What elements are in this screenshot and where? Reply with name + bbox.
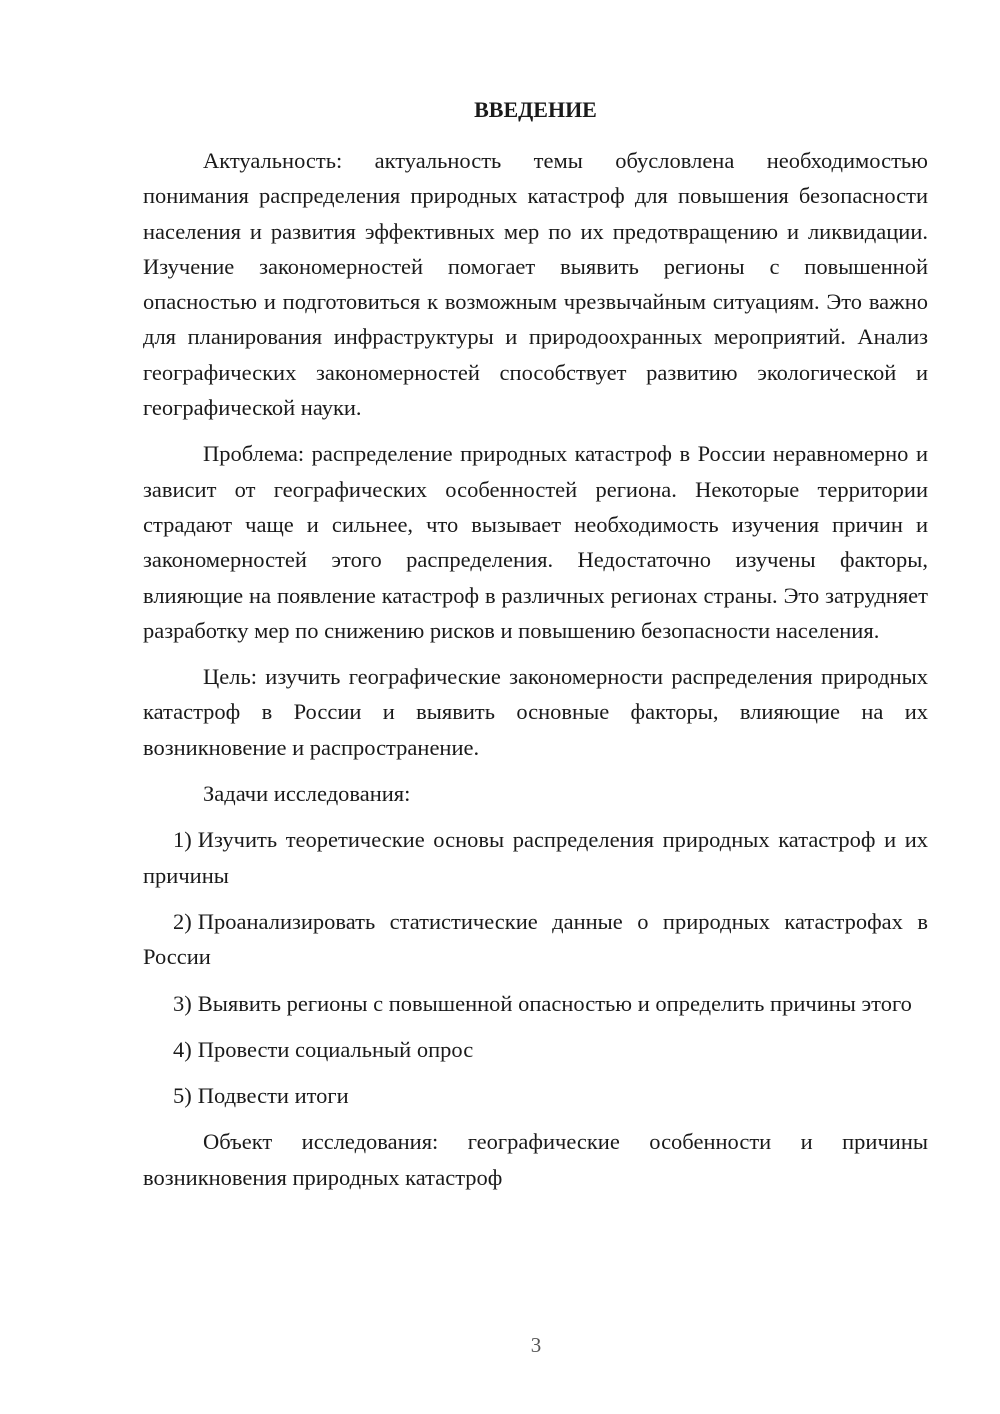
- task-item-5: [143, 1078, 928, 1113]
- tasks-heading: Задачи исследования:: [203, 781, 411, 807]
- relevance-paragraph: Актуальность: актуальность темы обусловлена необходимостью понимания распределения природных катастроф для повышения безопасности населения и развития эффективных мер по их предотвращению и ликвидации. Изучение закономерностей помогает выявить регионы с повышенной опасностью и подготовиться к возможным чрезвычайным ситуациям. Это важно для планирования инфраструктуры и природоохранных мероприятий. Анализ географических закономерностей способствует развитию экологической и географической науки.: [143, 148, 928, 421]
- document-page: [143, 95, 928, 1206]
- page-number-text: 3: [530, 1333, 542, 1357]
- task-text: Выявить регионы с повышенной опасностью и определить причины этого: [197, 990, 912, 1016]
- task-text: Проанализировать статистические данные о природных катастрофах в России: [143, 908, 928, 970]
- goal-paragraph: Цель: изучить географические закономерности распределения природных катастроф в России и выявить основные факторы, влияющие на их возникновение и распространение.: [143, 664, 928, 760]
- task-item-3: [143, 986, 928, 1021]
- task-number: 3): [173, 990, 192, 1016]
- problem-paragraph: Проблема: распределение природных катастроф в России неравномерно и зависит от географических особенностей региона. Некоторые территории страдают чаще и сильнее, что вызывает необходимость изучения причин и закономерностей этого распределения. Недостаточно изучены факторы, влияющие на появление катастроф в различных регионах страны. Это затрудняет разработку мер по снижению рисков и повышению безопасности населения.: [143, 441, 928, 643]
- task-number: 2): [173, 908, 192, 934]
- task-item-4: [143, 1032, 928, 1067]
- task-number: 5): [173, 1083, 192, 1109]
- section-title: ВВЕДЕНИЕ: [474, 97, 597, 122]
- task-item-1: [143, 822, 928, 893]
- task-text: Изучить теоретические основы распределения природных катастроф и их причины: [143, 827, 928, 888]
- task-number: 4): [173, 1036, 192, 1062]
- object-paragraph: Объект исследования: географические особенности и причины возникновения природных катастроф: [143, 1129, 928, 1190]
- task-number: 1): [173, 827, 192, 853]
- task-text: Провести социальный опрос: [197, 1036, 474, 1062]
- task-text: Подвести итоги: [197, 1083, 349, 1109]
- page-number: [0, 1333, 1000, 1358]
- task-item-2: [143, 904, 928, 975]
